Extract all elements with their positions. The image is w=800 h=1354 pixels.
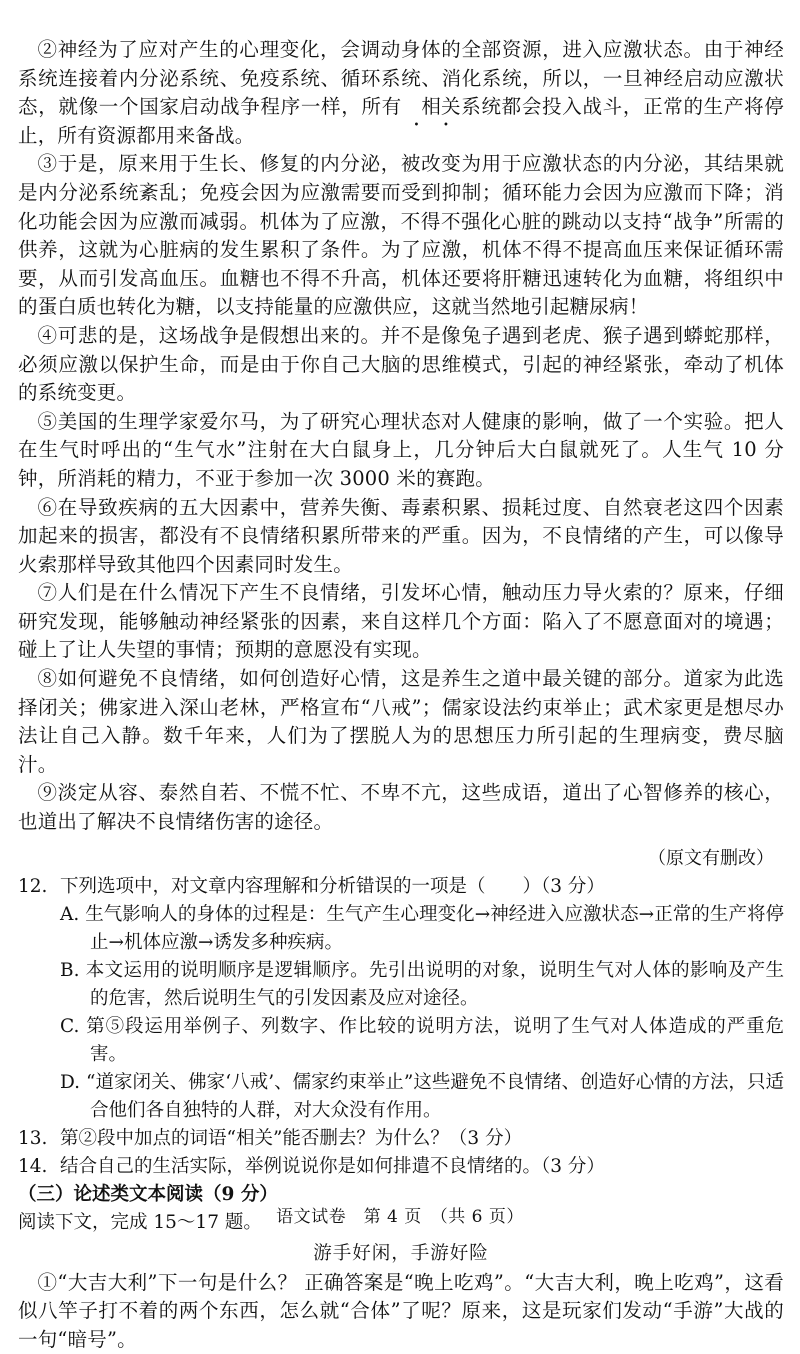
paragraph-3: ③于是，原来用于生长、修复的内分泌，被改变为用于应激状态的内分泌，其结果就是内分泌系统紊乱；免疫会因为应激需要而受到抑制；循环能力会因为应激而下降；消化功能会因为应激而减弱。机体为了应激，不得不强化心脏的跳动以支持“战争”所需的供养，这就为心脏病的发生累积了条件。为了应激，机体不得不提高血压来保证循环需要，从而引发高血压。血糖也不得不升高，机体还要将肝糖迅速转化为血糖，将组织中的蛋白质也转化为糖，以支持能量的应激供应，这就当然地引起糖尿病！ <box>18 152 784 319</box>
question-14-stem: 结合自己的生活实际，举例说说你是如何排遣不良情绪的。（3 分） <box>60 1155 605 1177</box>
option-d <box>18 1069 784 1125</box>
question-14-number: 14. <box>18 1155 48 1177</box>
article-title: 游手好闲，手游好险 <box>313 1242 489 1264</box>
option-a <box>18 901 784 957</box>
option-c-key: C. <box>60 1015 80 1037</box>
question-12 <box>18 873 784 901</box>
source-note: （原文有删改） <box>648 847 774 869</box>
section-3-instruction: 阅读下文，完成 15～17 题。 <box>18 1211 262 1233</box>
paragraph-2-text-b: 系统都会投入战斗，正常的生产将停止，所有资源都用来备战。 <box>18 95 784 147</box>
question-12-stem: 下列选项中，对文章内容理解和分析错误的一项是（ ）（3 分） <box>60 875 605 897</box>
question-13 <box>18 1125 784 1153</box>
paragraph-2-text-a: ②神经为了应对产生的心理变化，会调动身体的全部资源，进入应激状态。由于神经系统连接着内分泌系统、免疫系统、循环系统、消化系统，所以，一旦神经启动应激状态，就像一个国家启动战争程序一样，所有 <box>18 38 784 119</box>
question-13-number: 13. <box>18 1127 48 1149</box>
exam-page <box>18 36 784 1354</box>
paragraph-6: ⑥在导致疾病的五大因素中，营养失衡、毒素积累、损耗过度、自然衰老这四个因素加起来的损害，都没有不良情绪积累所带来的严重。因为，不良情绪的产生，可以像导火索那样导致其他四个因素同时发生。 <box>18 495 784 576</box>
option-c-text: 第⑤段运用举例子、列数字、作比较的说明方法，说明了生气对人体造成的严重危害。 <box>86 1015 784 1065</box>
option-a-key: A. <box>60 903 80 925</box>
page-footer: 语文试卷 第 4 页 （共 6 页） <box>276 1207 524 1227</box>
paragraph-2 <box>18 36 784 150</box>
option-d-key: D. <box>60 1071 81 1093</box>
paragraph-5: ⑤美国的生理学家爱尔马，为了研究心理状态对人健康的影响，做了一个实验。把人在生气时呼出的“生气水”注射在大白鼠身上，几分钟后大白鼠就死了。人生气 10 分钟，所消耗的精力，不亚于参加一次 3000 米的赛跑。 <box>18 409 784 490</box>
option-a-text: 生气影响人的身体的过程是：生气产生心理变化→神经进入应激状态→正常的生产将停止→机体应激→诱发多种疾病。 <box>85 903 784 953</box>
paragraph-7: ⑦人们是在什么情况下产生不良情绪，引发坏心情，触动压力导火索的？原来，仔细研究发现，能够触动神经紧张的因素，来自这样几个方面：陷入了不愿意面对的境遇；碰上了让人失望的事情；预期的意愿没有实现。 <box>18 581 784 662</box>
paragraph-4: ④可悲的是，这场战争是假想出来的。并不是像兔子遇到老虎、猴子遇到蟒蛇那样，必须应激以保护生命，而是由于你自己大脑的思维模式，引起的神经紧张，牵动了机体的系统变更。 <box>18 323 784 405</box>
option-b-text: 本文运用的说明顺序是逻辑顺序。先引出说明的对象，说明生气对人体的影响及产生的危害，然后说明生气的引发因素及应对途径。 <box>85 959 784 1009</box>
option-b-key: B. <box>60 959 80 981</box>
question-14 <box>18 1153 784 1181</box>
question-13-stem: 第②段中加点的词语“相关”能否删去？为什么？（3 分） <box>60 1127 523 1149</box>
dotted-word <box>402 93 461 131</box>
paragraph-8: ⑧如何避免不良情绪，如何创造好心情，这是养生之道中最关键的部分。道家为此选择闭关；佛家进入深山老林，严格宣布“八戒”；儒家设法约束举止；武术家更是想尽办法让自己入静。数千年来，人们为了摆脱人为的思想压力所引起的生理病变，费尽脑汁。 <box>18 667 784 776</box>
paragraph-9: ⑨淡定从容、泰然自若、不慌不忙、不卑不亢，这些成语，道出了心智修养的核心，也道出了解决不良情绪伤害的途径。 <box>18 781 784 834</box>
article-paragraph-1: ①“大吉大利”下一句是什么？ 正确答案是“晚上吃鸡”。“大吉大利，晚上吃鸡”，这看似八竿子打不着的两个东西，怎么就“合体”了呢？原来，这是玩家们发动“手游”大战的一句“暗号”。 <box>18 1270 784 1351</box>
option-c <box>18 1013 784 1069</box>
dotted-word-text: 相关 <box>421 95 461 119</box>
option-b <box>18 957 784 1013</box>
question-12-number: 12. <box>18 875 48 897</box>
emphasis-dots: • • <box>413 119 450 131</box>
section-3-heading: （三）论述类文本阅读（9 分） <box>18 1183 278 1205</box>
option-d-text: “道家闭关、佛家‘八戒’、儒家约束举止”这些避免不良情绪、创造好心情的方法，只适合他们各自独特的人群，对大众没有作用。 <box>85 1071 784 1121</box>
